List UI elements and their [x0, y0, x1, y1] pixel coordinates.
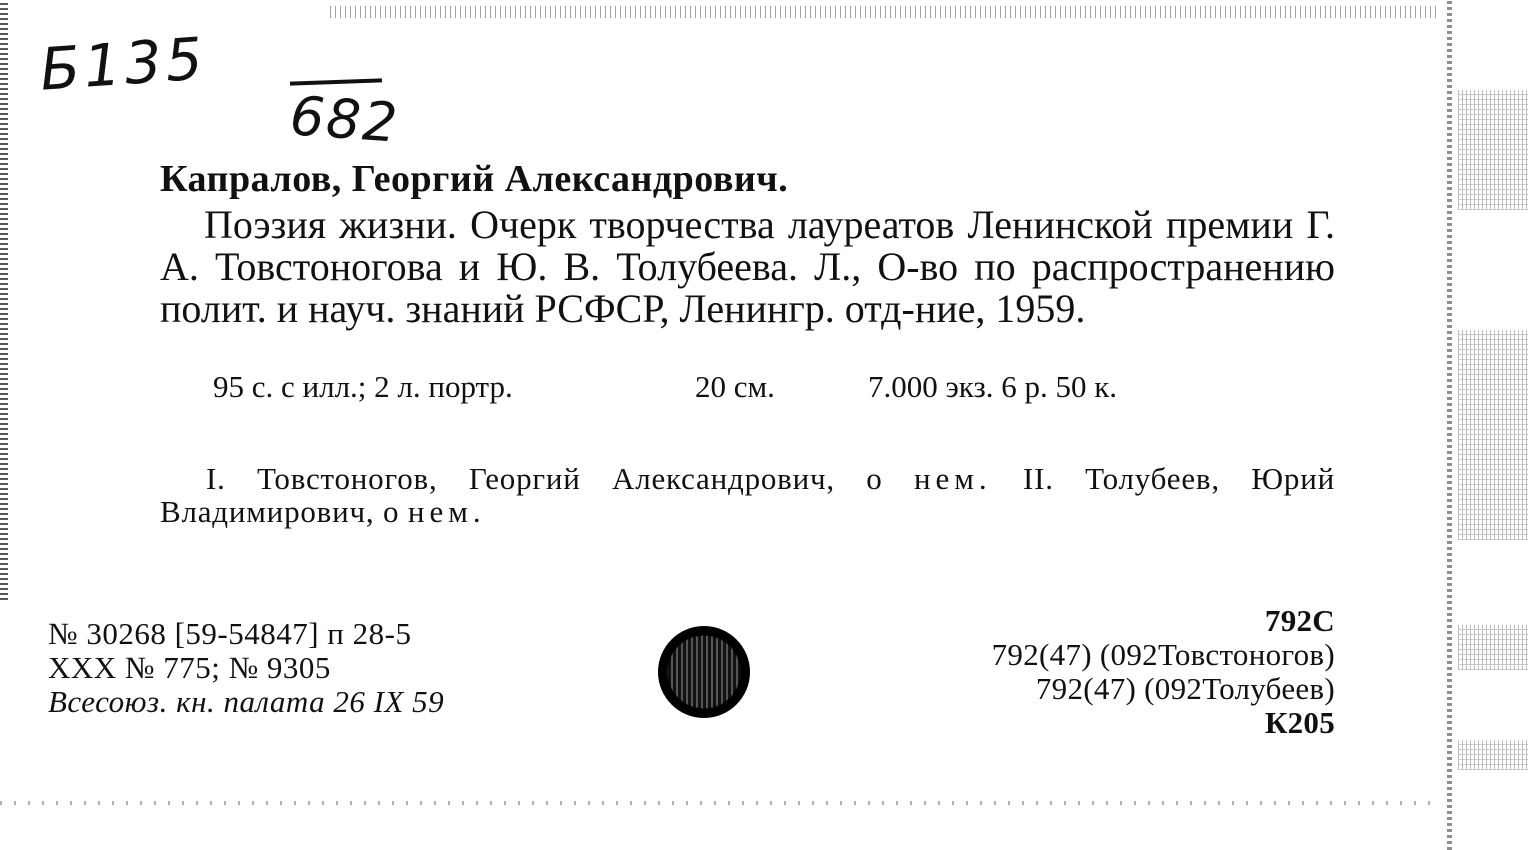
- collation-line: [213, 369, 1223, 409]
- scan-bottom-dots: [0, 801, 1440, 805]
- registration-block: [48, 617, 608, 719]
- collation-size: 20 см.: [695, 369, 775, 404]
- title-imprint: Поэзия жизни. Очерк творчества лауреатов Ленинской премии Г. А. Товстоногова и Ю. В. Толубеева. Л., О-во по распространению полит. и науч. знаний РСФСР, Ленингр. отд-ние, 1959.: [160, 202, 1335, 331]
- classification-tovstonogov: 792(47) (092Товстоногов): [991, 637, 1335, 672]
- registration-number: № 30268 [59-54847] п 28-5: [48, 616, 412, 651]
- shelf-mark-number: 682: [287, 84, 402, 155]
- classification-block: [860, 604, 1335, 740]
- scan-noise-right-lower: [1458, 625, 1528, 670]
- collation-pages: 95 с. с илл.; 2 л. портр.: [213, 369, 513, 404]
- author-heading: Капралов, Георгий Александрович.: [160, 158, 789, 200]
- book-chamber-line: Всесоюз. кн. палата 26 IX 59: [48, 684, 445, 719]
- scan-noise-right-bottom: [1458, 740, 1528, 770]
- registration-series: XXX № 775; № 9305: [48, 650, 331, 685]
- shelf-mark-code: Б135: [37, 24, 209, 104]
- subject-tracing-2: II. Толубеев, Юрий Владимирович, о: [160, 461, 1335, 529]
- punched-hole: [658, 626, 750, 718]
- scan-noise-right-top: [1458, 90, 1528, 210]
- subject-tracing-2-nem: нем.: [407, 494, 486, 529]
- print-run-price: 7.000 экз. 6 р. 50 к.: [868, 369, 1118, 404]
- subject-tracings: [160, 462, 1335, 528]
- author-mark: К205: [1264, 705, 1335, 740]
- scan-top-rule: [330, 6, 1440, 18]
- classification-tolubeev: 792(47) (092Толубеев): [1035, 671, 1335, 706]
- card-right-border: [1447, 0, 1452, 850]
- scan-noise-right-middle: [1458, 330, 1528, 540]
- subject-tracing-1: I. Товстоногов, Георгий Александрович, о: [206, 461, 883, 496]
- handwritten-shelf-mark: [37, 24, 402, 155]
- classification-main: 792С: [1264, 603, 1335, 638]
- subject-tracing-1-nem: нем.: [913, 461, 992, 496]
- scan-edge-left: [0, 0, 8, 600]
